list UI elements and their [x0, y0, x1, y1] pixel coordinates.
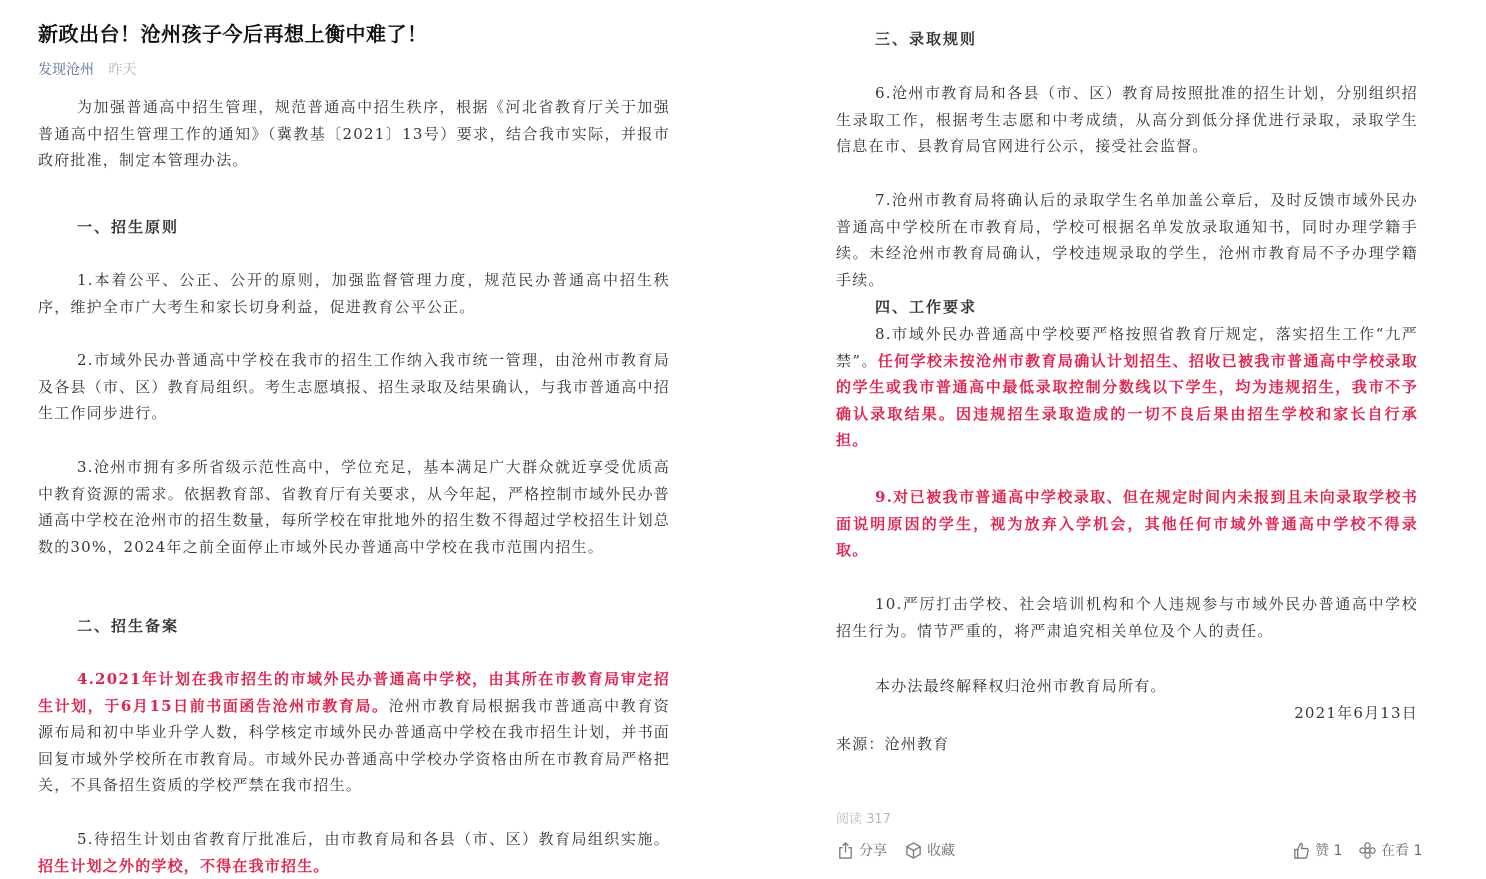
emphasis-item-4: 4.2021年计划在我市招生的市域外民办普通高中学校，由其所在市教育局审定招生计划，于6月15日前书面函告沧州市教育局。 [38, 670, 670, 715]
wow-label: 在看 1 [1381, 843, 1423, 859]
flower-icon [1358, 841, 1377, 860]
source-line: 来源：沧州教育 [836, 735, 950, 753]
cube-icon [904, 841, 923, 860]
article-meta [38, 59, 136, 79]
paragraph-item-4 [38, 666, 670, 799]
paragraph-item-5 [38, 826, 670, 879]
favorite-label: 收藏 [927, 843, 955, 859]
paragraph-item-6: 6.沧州市教育局和各县（市、区）教育局按照批准的招生计划，分别组织招生录取工作，根据考生志愿和中考成绩，从高分到低分择优进行录取，录取学生信息在市、县教育局官网进行公示，接受社会监督。 [836, 84, 1418, 156]
like-button[interactable] [1292, 840, 1342, 860]
emphasis-item-8: 任何学校未按沧州市教育局确认计划招生、招收已被我市普通高中学校录取的学生或我市普通高中最低录取控制分数线以下学生，均为违规招生，我市不予确认录取结果。因违规招生录取造成的一切不良后果由招生学校和家长自行承担。 [836, 351, 1418, 450]
signature-date: 2021年6月13日 [1294, 704, 1418, 722]
closing-statement: 本办法最终解释权归沧州市教育局所有。 [875, 677, 1167, 695]
item-5-text: 5.待招生计划由省教育厅批准后，由市教育局和各县（市、区）教育局组织实施。 [77, 830, 670, 848]
paragraph-intro: 为加强普通高中招生管理，规范普通高中招生秩序，根据《河北省教育厅关于加强普通高中招生管理工作的通知》（冀教基〔2021〕13号）要求，结合我市实际，并报市政府批准，制定本管理办法。 [38, 98, 670, 170]
article-action-bar [836, 840, 1423, 866]
section-heading-principles: 一、招生原则 [77, 218, 180, 236]
favorite-button[interactable] [904, 840, 955, 860]
item-8-text: 8.市域外民办普通高中学校要严格按照省教育厅规定，落实招生工作“九严禁”。 [836, 325, 1418, 370]
paragraph-item-9: 9.对已被我市普通高中学校录取、但在规定时间内未报到且未向录取学校书面说明原因的学生，视为放弃入学机会，其他任何市域外普通高中学校不得录取。 [836, 488, 1418, 560]
read-count: 阅读 317 [836, 812, 891, 827]
item-4-continued: 沧州市教育局根据我市普通高中教育资源布局和初中毕业升学人数，科学核定市域外民办普通高中学校在我市招生计划，并书面回复市域外学校所在市教育局。市域外民办普通高中学校办学资格由所在市教育局严格把关，不具备招生资质的学校严禁在我市招生。 [38, 696, 670, 795]
emphasis-item-5: 招生计划之外的学校，不得在我市招生。 [38, 856, 330, 875]
like-label: 赞 1 [1315, 843, 1343, 859]
paragraph-item-8 [836, 321, 1418, 454]
section-heading-admission: 三、录取规则 [875, 30, 978, 48]
share-label: 分享 [859, 843, 887, 859]
paragraph-item-2: 2.市域外民办普通高中学校在我市的招生工作纳入我市统一管理，由沧州市教育局及各县（市、区）教育局组织。考生志愿填报、招生录取及结果确认，与我市普通高中招生工作同步进行。 [38, 351, 670, 423]
paragraph-item-3: 3.沧州市拥有多所省级示范性高中，学位充足，基本满足广大群众就近享受优质高中教育资源的需求。依据教育部、省教育厅有关要求，从今年起，严格控制市域外民办普通高中学校在沧州市的招生数量，每所学校在审批地外的招生数不得超过学校招生计划总数的30%，2024年之前全面停止市域外民办普通高中学校在我市范围内招生。 [38, 458, 670, 556]
paragraph-item-1: 1.本着公平、公正、公开的原则，加强监督管理力度，规范民办普通高中招生秩序，维护全市广大考生和家长切身利益，促进教育公平公正。 [38, 271, 670, 316]
article-date: 昨天 [108, 62, 137, 78]
share-button[interactable] [836, 840, 887, 860]
section-heading-requirements: 四、工作要求 [875, 298, 978, 316]
paragraph-item-7: 7.沧州市教育局将确认后的录取学生名单加盖公章后，及时反馈市域外民办普通高中学校所在市教育局，学校可根据名单发放录取通知书，同时办理学籍手续。未经沧州市教育局确认，学校违规录取的学生，沧州市教育局不予办理学籍手续。 [836, 191, 1418, 289]
wow-button[interactable] [1358, 840, 1422, 860]
paragraph-item-10: 10.严厉打击学校、社会培训机构和个人违规参与市域外民办普通高中学校招生行为。情节严重的，将严肃追究相关单位及个人的责任。 [836, 595, 1418, 640]
article-source-link[interactable]: 发现沧州 [38, 62, 94, 78]
thumbs-up-icon [1292, 841, 1311, 860]
section-heading-filing: 二、招生备案 [77, 617, 180, 635]
share-icon [836, 841, 855, 860]
article-title: 新政出台！沧州孩子今后再想上衡中难了！ [38, 22, 428, 46]
